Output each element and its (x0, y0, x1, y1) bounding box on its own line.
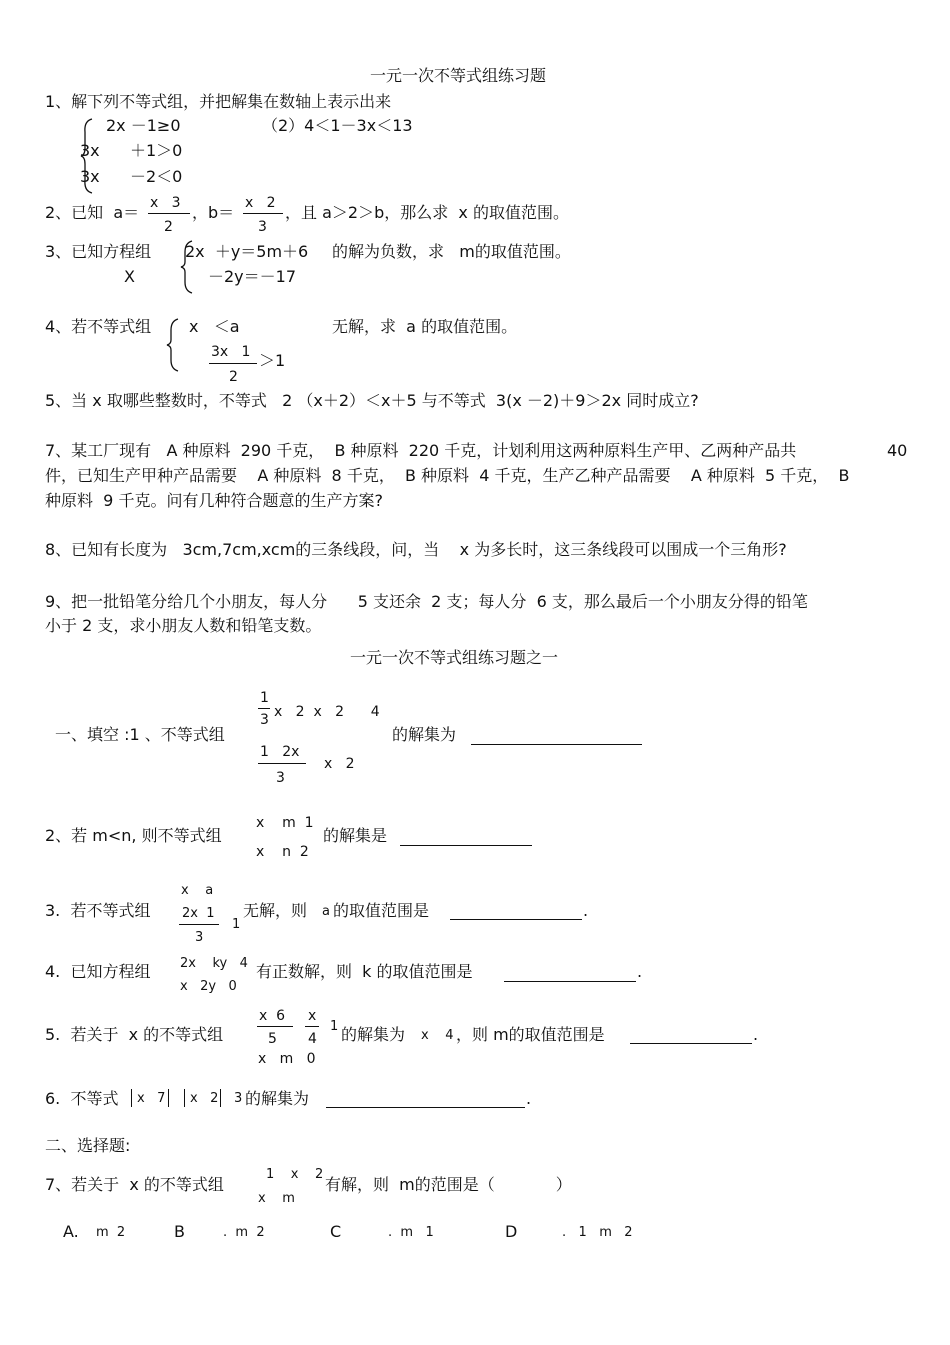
practice-1-line-1-rest: x 2 x 2 4 (274, 704, 380, 720)
practice-3-suffix-1: 无解，则 (243, 901, 308, 920)
practice-7-prefix: 7、若关于 x 的不等式组 (45, 1175, 224, 1194)
question-1-system-1-line-2-lhs: 3x (80, 141, 100, 160)
question-4-suffix: 无解，求 a 的取值范围。 (332, 317, 518, 336)
practice-7-suffix: 有解，则 m的范围是（ ） (325, 1175, 572, 1194)
practice-4-prefix: 4. 已知方程组 (45, 962, 151, 981)
question-2-fraction-a-denominator: 2 (164, 219, 173, 235)
answer-blank[interactable] (450, 919, 582, 920)
option-b-value[interactable]: . m 2 (223, 1225, 265, 1240)
question-3-x-mark: X (124, 267, 135, 286)
question-7-line-2: 件，已知生产甲种产品需要 A 种原料 8 千克， B 种原料 4 千克，生产乙种产品需要 A 种原料 5 千克， B (45, 466, 850, 485)
practice-4-equation-1: 2x ky 4 (180, 956, 248, 971)
practice-5-fraction-2-numerator: x (308, 1008, 317, 1024)
answer-blank[interactable] (400, 845, 532, 846)
title-practice-1: 一元一次不等式组练习题之一 (350, 648, 559, 667)
option-c-label[interactable]: C (330, 1222, 342, 1241)
practice-7-line-1: 1 x 2 (266, 1167, 324, 1182)
answer-blank[interactable] (326, 1107, 525, 1108)
section-2-heading: 二、选择题: (45, 1136, 131, 1155)
practice-2-prefix: 2、若 m<n, 则不等式组 (45, 826, 222, 845)
practice-4-period: . (637, 962, 643, 981)
question-7-line-1: 7、某工厂现有 A 种原料 290 千克， B 种原料 220 千克，计划利用这两种原料生产甲、乙两种产品共 (45, 441, 797, 460)
question-4-fraction-numerator: 3x 1 (211, 344, 251, 360)
option-a-label[interactable]: A. (63, 1222, 79, 1241)
question-5-text: 5、当 x 取哪些整数时，不等式 2 （x＋2）＜x＋5 与不等式 3(x －2)＋9＞2x 同时成立? (45, 391, 699, 410)
practice-5-fraction-1-denominator: 5 (268, 1031, 277, 1047)
question-3-equation-1: 2x ＋y＝5m＋6 (185, 242, 309, 261)
fraction-bar (258, 763, 306, 764)
question-2-prefix: 2、已知 a＝ (45, 203, 140, 222)
practice-6-abs-2: x 2 (190, 1091, 219, 1106)
option-c-value[interactable]: . m 1 (388, 1225, 434, 1240)
question-7-line-3: 种原料 9 千克。问有几种符合题意的生产方案? (45, 491, 383, 510)
option-d-label[interactable]: D (505, 1222, 518, 1241)
practice-5-fraction-2-denominator: 4 (308, 1031, 317, 1047)
practice-5-solution: x 4 (421, 1028, 454, 1043)
absolute-bar (220, 1089, 221, 1107)
absolute-bar (184, 1089, 185, 1107)
question-2-fraction-b-numerator: x 2 (245, 195, 276, 211)
practice-2-suffix: 的解集是 (323, 826, 388, 845)
question-9-line-2: 小于 2 支，求小朋友人数和铅笔支数。 (45, 616, 322, 635)
fraction-bar (257, 1026, 293, 1027)
practice-7-line-2: x m (258, 1191, 295, 1206)
practice-1-fraction-b-numerator: 1 2x (260, 744, 300, 760)
fraction-bar (179, 924, 219, 925)
practice-3-prefix: 3. 若不等式组 (45, 901, 151, 920)
practice-1-fraction-a-numerator: 1 (260, 690, 269, 706)
option-d-value[interactable]: . 1 m 2 (562, 1225, 633, 1240)
question-2-fraction-a-numerator: x 3 (150, 195, 181, 211)
question-1-system-2: （2）4＜1－3x＜13 (262, 116, 413, 135)
practice-3-fraction-denominator: 3 (195, 930, 204, 945)
practice-3-period: . (583, 901, 589, 920)
left-brace-icon (166, 318, 180, 372)
practice-3-rhs-one: 1 (232, 917, 241, 932)
practice-3-suffix-2: 的取值范围是 (333, 901, 430, 920)
option-b-label[interactable]: B (174, 1222, 185, 1241)
practice-5-rhs-one: 1 (330, 1019, 339, 1034)
practice-1-fraction-a-denominator: 3 (260, 712, 269, 728)
practice-5-suffix-2: ，则 m的取值范围是 (456, 1025, 605, 1044)
practice-6-abs-1: x 7 (137, 1091, 166, 1106)
practice-5-period: . (753, 1025, 759, 1044)
question-1-system-1-line-3-rhs: －2＜0 (130, 167, 183, 186)
practice-1-line-2-rest: x 2 (324, 756, 355, 772)
practice-4-suffix: 有正数解，则 k 的取值范围是 (256, 962, 473, 981)
fraction-bar (209, 363, 257, 364)
practice-6-three: 3 (234, 1091, 243, 1106)
answer-blank[interactable] (471, 744, 642, 745)
option-a-value[interactable]: m 2 (96, 1225, 126, 1240)
practice-1-prefix: 一、填空 :1 、不等式组 (55, 725, 225, 744)
practice-4-equation-2: x 2y 0 (180, 979, 237, 994)
answer-blank[interactable] (504, 981, 636, 982)
fraction-bar (148, 213, 190, 214)
fraction-bar (305, 1026, 319, 1027)
practice-5-fraction-1-numerator: x 6 (259, 1008, 286, 1024)
question-2-suffix: ，且 a＞2＞b，那么求 x 的取值范围。 (285, 203, 569, 222)
practice-6-suffix: 的解集为 (245, 1089, 310, 1108)
question-8-text: 8、已知有长度为 3cm,7cm,xcm的三条线段，问，当 x 为多长时，这三条线段可以围成一个三角形? (45, 540, 787, 559)
question-3-equation-2: －2y＝－17 (208, 267, 297, 286)
question-2-middle: ，b＝ (192, 203, 235, 222)
answer-blank[interactable] (630, 1043, 752, 1044)
question-7-line-1-end: 40 (887, 441, 908, 460)
practice-6-period: . (526, 1089, 532, 1108)
practice-5-suffix-1: 的解集为 (341, 1025, 406, 1044)
practice-3-var-a: a (322, 904, 330, 919)
absolute-bar (168, 1089, 169, 1107)
practice-1-suffix: 的解集为 (392, 725, 457, 744)
practice-2-line-1: x m 1 (256, 815, 314, 831)
question-4-line-1: x ＜a (189, 317, 240, 336)
practice-3-line-1: x a (181, 883, 214, 898)
practice-2-line-2: x n 2 (256, 844, 309, 860)
question-9-line-1: 9、把一批铅笔分给几个小朋友，每人分 5 支还余 2 支；每人分 6 支，那么最后一个小朋友分得的铅笔 (45, 592, 808, 611)
question-3-suffix: 的解为负数，求 m的取值范围。 (332, 242, 571, 261)
question-1-system-1-line-1: 2x －1≥0 (106, 116, 181, 135)
practice-5-line-2: x m 0 (258, 1051, 316, 1067)
practice-5-prefix: 5. 若关于 x 的不等式组 (45, 1025, 224, 1044)
practice-1-fraction-b-denominator: 3 (276, 770, 285, 786)
question-1-system-1-line-2-rhs: ＋1＞0 (130, 141, 183, 160)
question-4-prefix: 4、若不等式组 (45, 317, 152, 336)
question-3-prefix: 3、已知方程组 (45, 242, 152, 261)
practice-3-fraction-numerator: 2x 1 (182, 906, 215, 921)
practice-6-prefix: 6. 不等式 (45, 1089, 119, 1108)
question-1-system-1-line-3-lhs: 3x (80, 167, 100, 186)
absolute-bar (131, 1089, 132, 1107)
question-2-fraction-b-denominator: 3 (258, 219, 267, 235)
title-main: 一元一次不等式组练习题 (370, 66, 547, 85)
fraction-bar (243, 213, 283, 214)
fraction-bar (258, 708, 270, 709)
question-1-text: 1、解下列不等式组，并把解集在数轴上表示出来 (45, 92, 392, 111)
question-4-fraction-denominator: 2 (229, 369, 238, 385)
question-4-greater-than-one: ＞1 (259, 351, 286, 370)
